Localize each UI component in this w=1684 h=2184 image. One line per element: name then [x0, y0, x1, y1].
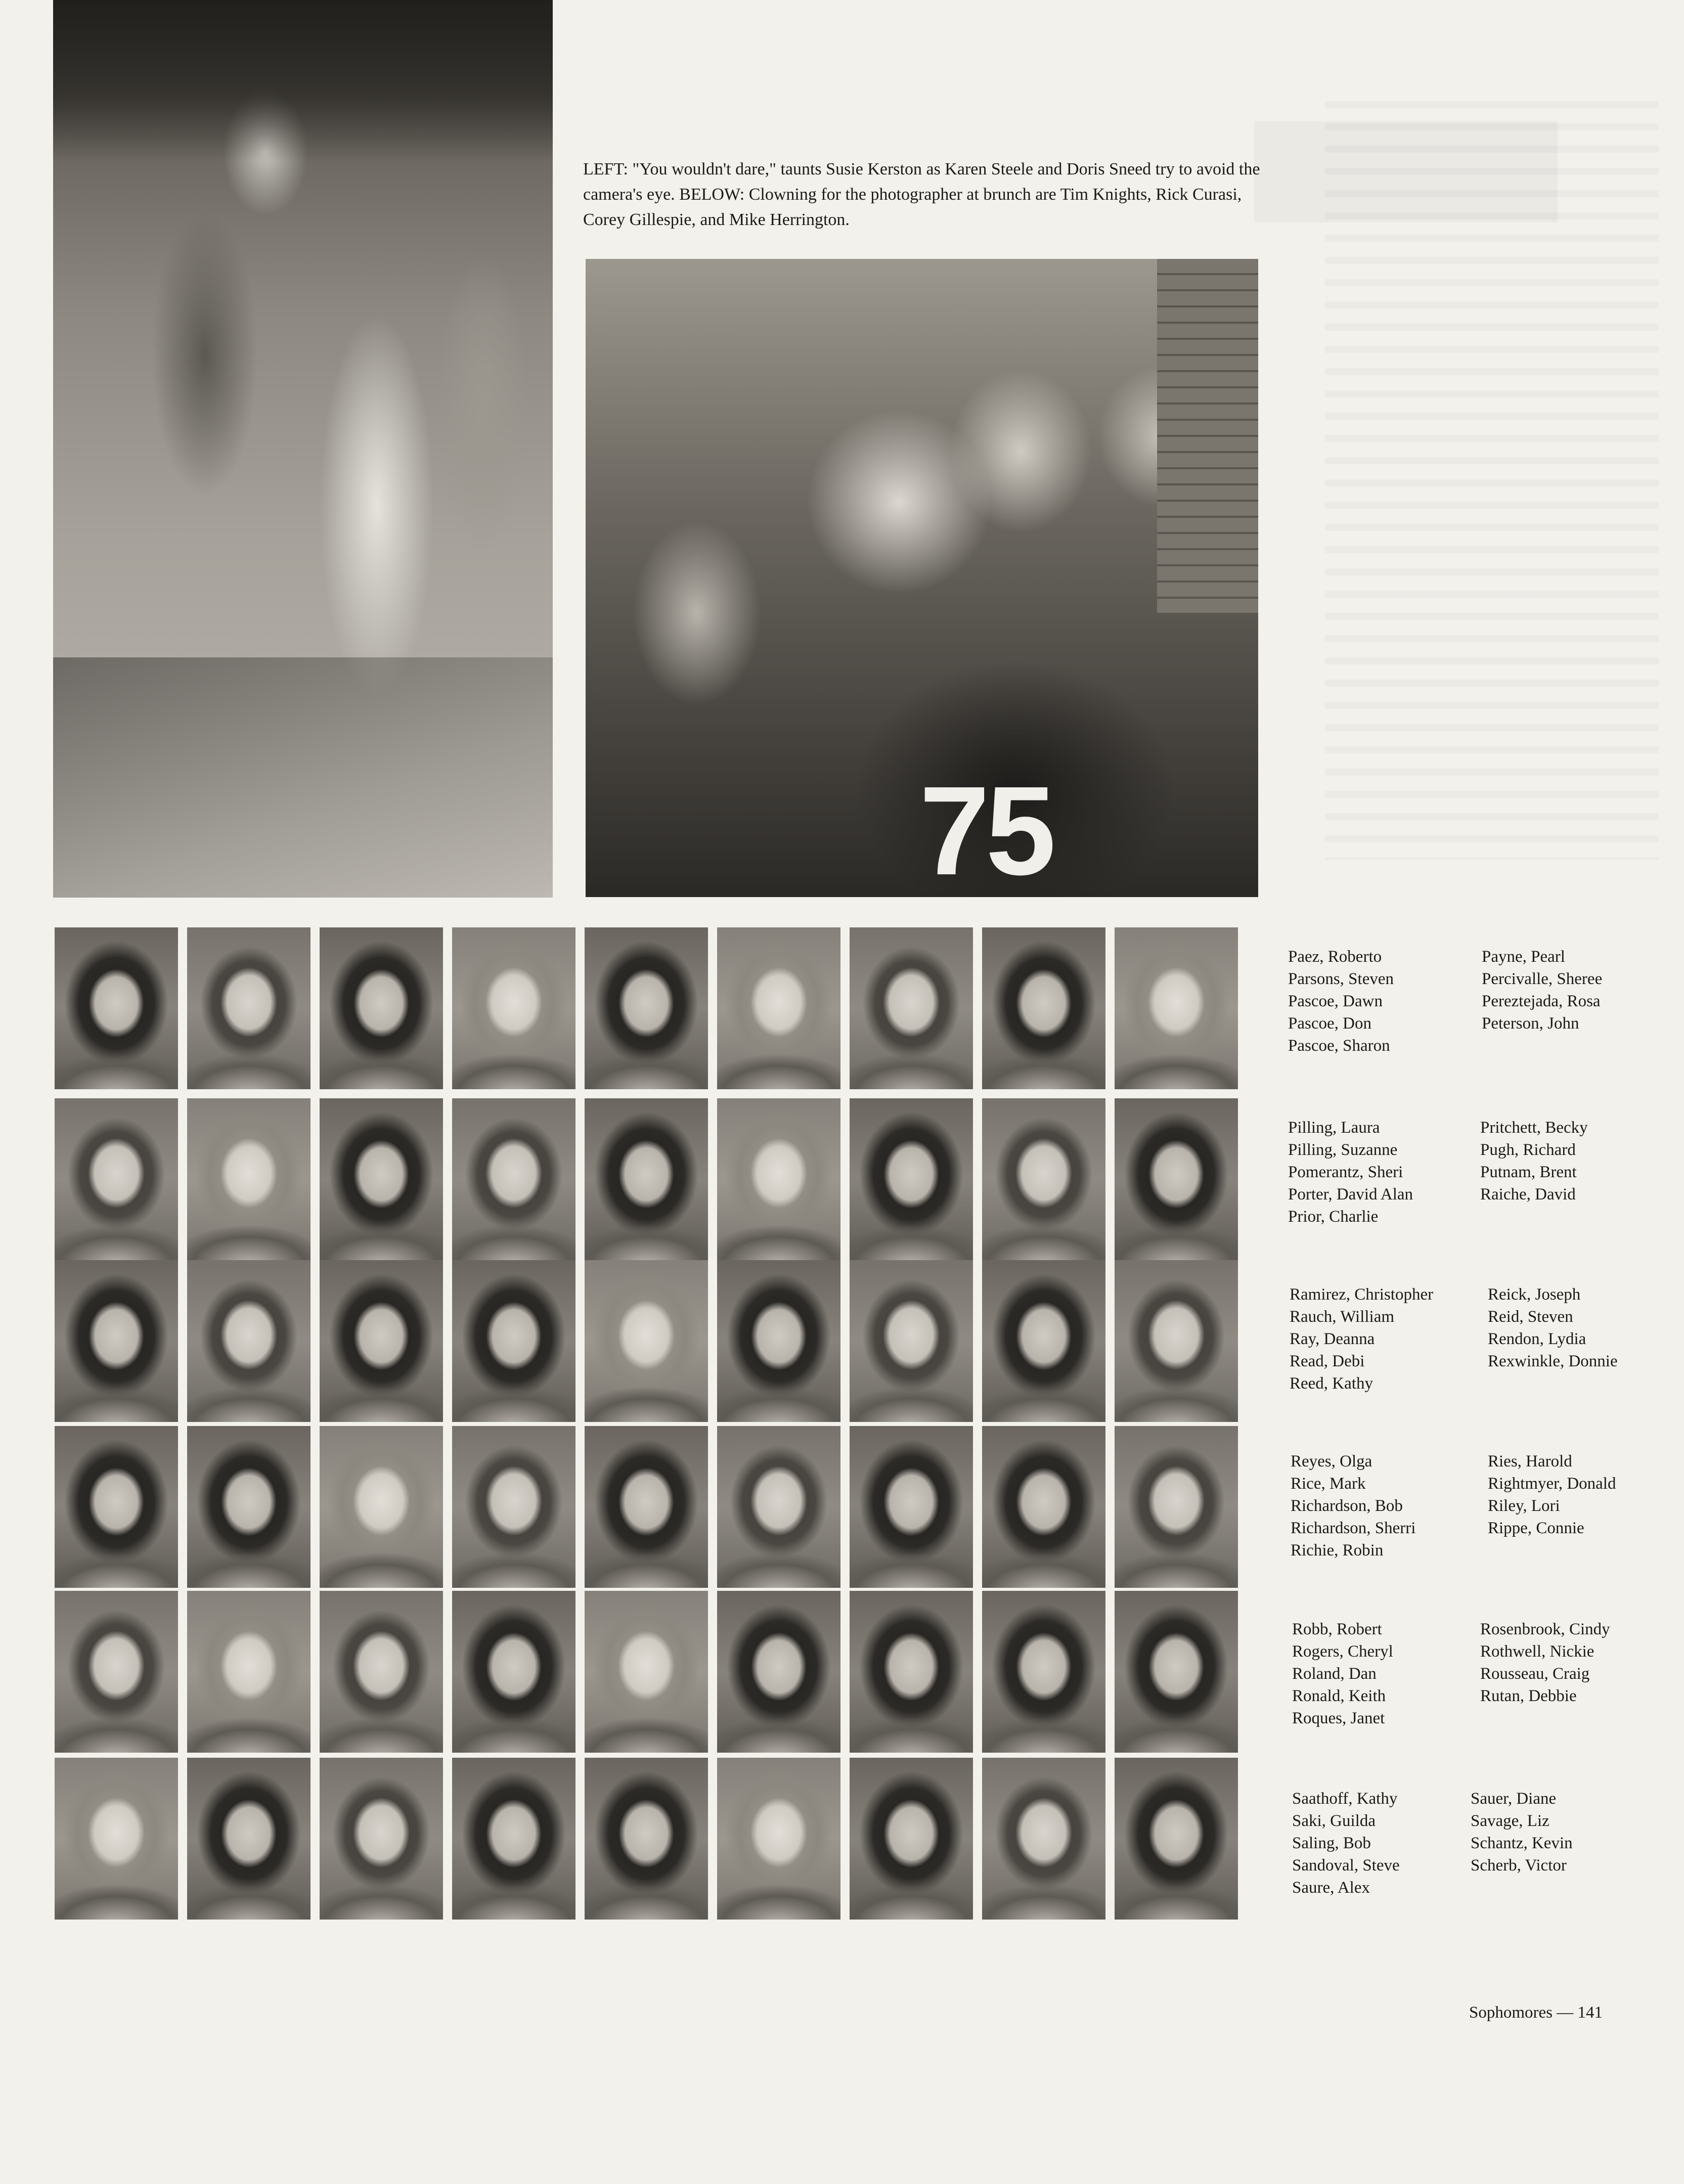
student-portrait — [452, 927, 575, 1089]
student-portrait — [850, 927, 973, 1089]
student-name: Reick, Joseph — [1488, 1285, 1581, 1304]
student-portrait — [187, 1758, 311, 1920]
student-name: Rousseau, Craig — [1480, 1665, 1590, 1683]
student-portrait — [320, 927, 443, 1089]
student-name: Percivalle, Sheree — [1482, 970, 1603, 988]
student-portrait — [187, 927, 311, 1089]
student-name: Scherb, Victor — [1471, 1856, 1567, 1875]
student-name: Richardson, Bob — [1291, 1497, 1403, 1515]
student-name: Pugh, Richard — [1480, 1141, 1576, 1159]
candid-photo-three-girls — [53, 0, 553, 898]
student-portrait — [320, 1758, 443, 1920]
student-name: Rutan, Debbie — [1480, 1687, 1577, 1705]
student-name: Pritchett, Becky — [1480, 1119, 1588, 1137]
ground-shadow — [53, 657, 553, 898]
student-name: Pascoe, Don — [1288, 1014, 1371, 1033]
brick-wall — [1157, 259, 1258, 613]
student-name: Ronald, Keith — [1292, 1687, 1386, 1705]
names-left-row-1 — [1288, 946, 1394, 1057]
student-name: Parsons, Steven — [1288, 970, 1394, 988]
student-name: Ramirez, Christopher — [1290, 1285, 1434, 1304]
student-portrait — [320, 1591, 443, 1753]
student-name: Putnam, Brent — [1480, 1163, 1577, 1181]
bleed-through-text — [1325, 101, 1659, 860]
tree-canopy — [53, 0, 553, 162]
student-portrait — [1115, 1591, 1238, 1753]
student-portrait — [1115, 927, 1238, 1089]
portrait-row — [55, 1591, 1263, 1753]
student-portrait — [585, 1260, 708, 1422]
student-portrait — [585, 927, 708, 1089]
student-portrait — [1115, 1260, 1238, 1422]
student-portrait — [55, 1591, 178, 1753]
portrait-grid — [55, 927, 1263, 1944]
student-portrait — [55, 1426, 178, 1588]
student-name: Payne, Pearl — [1482, 948, 1565, 966]
student-name: Reyes, Olga — [1291, 1452, 1372, 1470]
student-portrait — [585, 1426, 708, 1588]
student-portrait — [452, 1098, 575, 1260]
student-name: Pilling, Laura — [1288, 1119, 1380, 1137]
student-name: Roques, Janet — [1292, 1709, 1385, 1727]
student-name: Saling, Bob — [1292, 1834, 1371, 1852]
student-name: Raiche, David — [1480, 1185, 1576, 1204]
student-portrait — [850, 1758, 973, 1920]
jersey-number: 75 — [919, 760, 1052, 897]
student-portrait — [187, 1426, 311, 1588]
student-name: Richardson, Sherri — [1291, 1519, 1416, 1537]
student-portrait — [320, 1426, 443, 1588]
student-name: Sauer, Diane — [1471, 1790, 1557, 1808]
names-right-row-1 — [1482, 946, 1602, 1035]
student-portrait — [982, 1758, 1105, 1920]
student-name: Pascoe, Sharon — [1288, 1037, 1390, 1055]
student-portrait — [55, 1260, 178, 1422]
student-portrait — [452, 1260, 575, 1422]
names-right-row-3 — [1488, 1283, 1618, 1372]
student-name: Rauch, William — [1290, 1308, 1395, 1326]
student-name: Pascoe, Dawn — [1288, 992, 1383, 1010]
portrait-row — [55, 1260, 1263, 1422]
student-name: Saki, Guilda — [1292, 1812, 1376, 1830]
student-portrait — [717, 1098, 840, 1260]
student-name: Savage, Liz — [1471, 1812, 1549, 1830]
student-portrait — [982, 927, 1105, 1089]
student-name: Prior, Charlie — [1288, 1208, 1379, 1226]
student-portrait — [982, 1260, 1105, 1422]
portrait-row — [55, 1098, 1263, 1260]
names-right-row-5 — [1480, 1618, 1610, 1707]
student-portrait — [717, 1426, 840, 1588]
student-portrait — [55, 927, 178, 1089]
student-portrait — [452, 1426, 575, 1588]
student-name: Pereztejada, Rosa — [1482, 992, 1601, 1010]
student-portrait — [320, 1260, 443, 1422]
student-portrait — [717, 927, 840, 1089]
names-left-row-6 — [1292, 1788, 1400, 1899]
student-name: Reed, Kathy — [1290, 1374, 1373, 1393]
student-portrait — [982, 1591, 1105, 1753]
student-portrait — [585, 1591, 708, 1753]
student-portrait — [1115, 1426, 1238, 1588]
student-portrait — [982, 1426, 1105, 1588]
portrait-row — [55, 927, 1263, 1089]
student-name: Pomerantz, Sheri — [1288, 1163, 1403, 1181]
student-portrait — [717, 1758, 840, 1920]
student-name: Rogers, Cheryl — [1292, 1642, 1393, 1661]
student-portrait — [187, 1591, 311, 1753]
student-portrait — [585, 1758, 708, 1920]
student-portrait — [187, 1098, 311, 1260]
student-name: Riley, Lori — [1488, 1497, 1560, 1515]
student-portrait — [982, 1098, 1105, 1260]
student-portrait — [320, 1098, 443, 1260]
names-left-row-4 — [1291, 1450, 1415, 1562]
student-portrait — [850, 1260, 973, 1422]
student-name: Saure, Alex — [1292, 1879, 1370, 1897]
student-name: Rexwinkle, Donnie — [1488, 1352, 1618, 1370]
student-name: Saathoff, Kathy — [1292, 1790, 1398, 1808]
portrait-row — [55, 1426, 1263, 1588]
names-left-row-3 — [1290, 1283, 1433, 1395]
student-name: Rendon, Lydia — [1488, 1330, 1586, 1348]
student-name: Rippe, Connie — [1488, 1519, 1584, 1537]
student-name: Ries, Harold — [1488, 1452, 1572, 1470]
student-name: Rosenbrook, Cindy — [1480, 1620, 1610, 1638]
student-name: Rightmyer, Donald — [1488, 1475, 1616, 1493]
student-name: Peterson, John — [1482, 1014, 1579, 1033]
names-left-row-2 — [1288, 1117, 1413, 1228]
student-portrait — [452, 1591, 575, 1753]
student-name: Paez, Roberto — [1288, 948, 1382, 966]
names-right-row-2 — [1480, 1117, 1588, 1206]
student-name: Sandoval, Steve — [1292, 1856, 1400, 1875]
student-portrait — [1115, 1098, 1238, 1260]
student-portrait — [187, 1260, 311, 1422]
student-portrait — [850, 1426, 973, 1588]
names-right-row-6 — [1471, 1788, 1573, 1877]
student-name: Porter, David Alan — [1288, 1185, 1413, 1204]
student-name: Pilling, Suzanne — [1288, 1141, 1398, 1159]
candid-photo-clowning-boys — [586, 259, 1258, 897]
student-portrait — [717, 1591, 840, 1753]
student-portrait — [850, 1098, 973, 1260]
student-portrait — [717, 1260, 840, 1422]
portrait-row — [55, 1758, 1263, 1920]
student-portrait — [55, 1758, 178, 1920]
student-name: Roland, Dan — [1292, 1665, 1377, 1683]
student-name: Richie, Robin — [1291, 1541, 1384, 1559]
student-name: Read, Debi — [1290, 1352, 1365, 1370]
student-name: Schantz, Kevin — [1471, 1834, 1573, 1852]
student-name: Robb, Robert — [1292, 1620, 1382, 1638]
student-name: Ray, Deanna — [1290, 1330, 1375, 1348]
photo-caption: LEFT: "You wouldn't dare," taunts Susie Kerston as Karen Steele and Doris Sneed try to avoid the camera's eye. BELOW: Clowning for the photographer at brunch are Tim Knights, Rick Curasi, Corey Gillespie, and Mike Herrington. — [583, 160, 1260, 229]
student-portrait — [850, 1591, 973, 1753]
student-portrait — [55, 1098, 178, 1260]
names-left-row-5 — [1292, 1618, 1393, 1729]
student-portrait — [452, 1758, 575, 1920]
student-portrait — [1115, 1758, 1238, 1920]
student-name: Rothwell, Nickie — [1480, 1642, 1594, 1661]
student-portrait — [585, 1098, 708, 1260]
page-folio: Sophomores — 141 — [1469, 2003, 1603, 2022]
student-name: Reid, Steven — [1488, 1308, 1573, 1326]
student-name: Rice, Mark — [1291, 1475, 1366, 1493]
names-right-row-4 — [1488, 1450, 1616, 1539]
